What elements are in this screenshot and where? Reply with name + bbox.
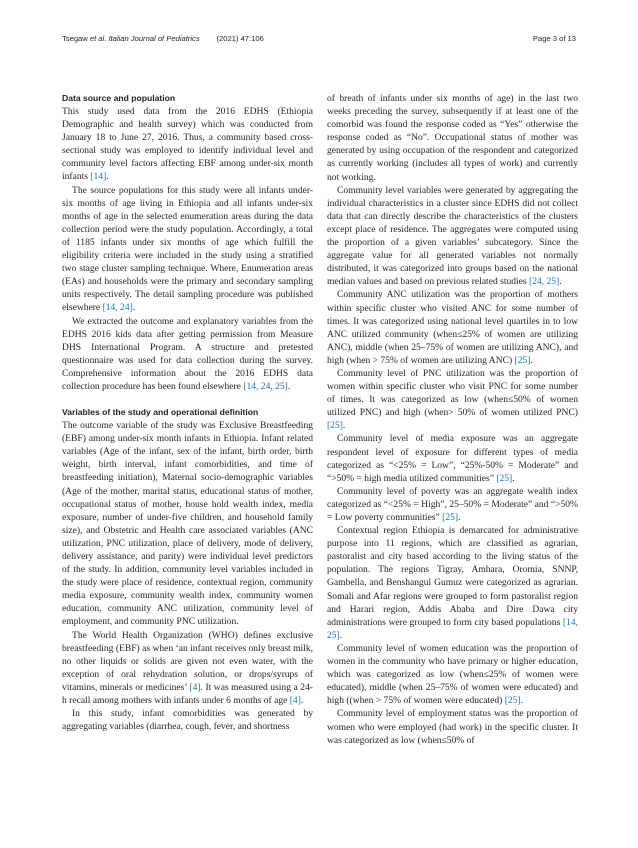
- paragraph: Community ANC utilization was the proportion of mothers within specific cluster who visited ANC for some number of times. It was categorized using national level quartiles in to low ANC utilized community (when≤25% of women are utilizing ANC), middle (when 25–75% of women are utilizing ANC), and high (when > 75% of women are utilizing ANC) [25].: [327, 289, 578, 366]
- citation-link[interactable]: [14, 24, 25]: [243, 380, 288, 392]
- paragraph: The outcome variable of the study was Exclusive Breastfeeding (EBF) among under-six month infants in Ethiopia. Infant related variables (Age of the infant, sex of the infant, birth order, birth weight, birth interval, infant comorbidities, and time of breastfeeding initiation), Maternal socio-demographic variables (Age of the mother, marital status, educational status of mother, occupational status of mother, house hold wealth index, media exposure, number of under-five children, and household family size), and Obstetric and Health care associated variables (ANC utilization, PNC utilization, place of delivery, mode of delivery, delivery assistance, and parity) were individual level predictors of the study. In addition, community level variables included in the study were place of residence, contextual region, community media exposure, community wealth index, community women education, community ANC utilization, community level of employment, and community PNC utilization.: [62, 420, 313, 628]
- header-citation-line: [62, 34, 264, 43]
- paragraph: Community level of PNC utilization was the proportion of women within specific cluster who visit PNC for some number of times. It was categorized as low (when≤50% of women utilized PNC) and high (when> 50% of women utilized PNC) [25].: [327, 367, 578, 432]
- citation-link[interactable]: [14, 25]: [327, 616, 578, 641]
- citation-link[interactable]: [25]: [327, 420, 343, 432]
- citation-link[interactable]: [14, 24]: [102, 302, 133, 314]
- header-page-number: Page 3 of 13: [532, 34, 576, 43]
- paragraph: Community level of employment status was the proportion of women who were employed (had work) in the specific cluster. It was categorized as low (when≤50% of: [327, 708, 578, 746]
- citation-link[interactable]: [4]: [189, 681, 201, 693]
- paragraph: We extracted the outcome and explanatory variables from the EDHS 2016 kids data after getting permission from Measure DHS International Program. A structure and pretested questionnaire was used for data collection during the survey. Comprehensive information about the 2016 EDHS data collection procedure has been found elsewhere [14, 24, 25].: [62, 315, 313, 392]
- header-journal: Italian Journal of Pediatrics: [106, 34, 200, 43]
- citation-link[interactable]: [14]: [90, 171, 107, 183]
- paragraph: The source populations for this study were all infants under-six months of age living in Ethiopia and all infants under-six months of age in the selected enumeration areas during the data collection period were the study population. Accordingly, a total of 1185 infants under six months of age which fulfill the eligibility criteria were included in the study using a stratified two stage cluster sampling technique. Where, Enumeration areas (EAs) and households were the primary and secondary sampling units respectively. The detail sampling procedure was published elsewhere [14, 24].: [62, 184, 313, 314]
- left-column: [62, 92, 313, 832]
- header-volume: (2021) 47:106: [216, 34, 264, 43]
- running-header: [62, 34, 576, 48]
- paragraph: of breath of infants under six months of age) in the last two weeks preceding the survey, subsequently if at least one of the comorbid was found the response coded as “Yes” otherwise the response coded as “No”. Occupational status of mother was generated by using occupation of the respondent and categorized as currently working (includes all types of work) and currently not working.: [327, 93, 578, 183]
- section-heading-variables: Variables of the study and operational definition: [62, 407, 259, 418]
- paragraph: Contextual region Ethiopia is demarcated for administrative purpose into 11 regions, which are classified as agrarian, pastoralist and city based according to the living status of the population. The regions Tigray, Amhara, Oromia, SNNP, Gambella, and Benshangul Gumuz were categorized as agrarian. Somali and Afar regions were grouped to form pastoralist region and Harari region, Addis Ababa and Dire Dawa city administrations were grouped to form city based populations [14, 25].: [327, 525, 578, 641]
- paragraph: Community level of media exposure was an aggregate respondent level of exposure for different types of media categorized as “<25% = Low”, “25%-50% = Moderate” and “>50% = high media utilized communities” [25].: [327, 433, 578, 484]
- paragraph: Community level of poverty was an aggregate wealth index categorized as “<25% = High”, 25–50% = Moderate” and “>50% = Low poverty communities” [25].: [327, 485, 578, 523]
- citation-link[interactable]: [25]: [504, 695, 521, 707]
- citation-link[interactable]: [24, 25]: [529, 276, 560, 288]
- paragraph: This study used data from the 2016 EDHS (Ethiopia Demographic and health survey) which was conducted from January 18 to June 27, 2016. Thus, a community based cross-sectional study was employed to identify individual level and community level factors affecting EBF among under-six month infants [14].: [62, 106, 313, 183]
- paragraph: In this study, infant comorbidities was generated by aggregating variables (diarrhea, cough, fever, and shortness: [62, 708, 313, 733]
- article-body: [62, 92, 578, 832]
- right-column: [327, 92, 578, 832]
- citation-link[interactable]: [4]: [289, 695, 301, 707]
- header-authors: Tsegaw: [62, 34, 90, 43]
- citation-link[interactable]: [25]: [442, 512, 459, 523]
- paragraph: The World Health Organization (WHO) defines exclusive breastfeeding (EBF) as when ‘an infant receives only breast milk, no other liquids or solids are given not even water, with the exception of oral rehydration solution, or drops/syrups of vitamins, minerals or medicines’ [4]. It was measured using a 24-h recall among mothers with infants under 6 months of age [4].: [62, 629, 313, 707]
- section-heading-data-source: Data source and population: [62, 93, 176, 103]
- paragraph: Community level of women education was the proportion of women in the community who have primary or higher education, which was categorized as low (when≤25% of women were educated), middle (when 25–75% of women were educated) and high ((when > 75% of women were educated) [25].: [327, 642, 578, 707]
- citation-link[interactable]: [25]: [496, 472, 513, 484]
- paragraph: Community level variables were generated by aggregating the individual characteristics in a cluster since EDHS did not collect data that can directly describe the characteristics of the clusters except place of residence. The aggregates were computed using the proportion of a given variables’ subcategory. Since the aggregate value for all generated variables not normally distributed, it was categorized into groups based on the national median values and based on previous related studies [24, 25].: [327, 184, 578, 288]
- citation-link[interactable]: [25]: [514, 354, 531, 366]
- header-etal: et al.: [89, 34, 107, 43]
